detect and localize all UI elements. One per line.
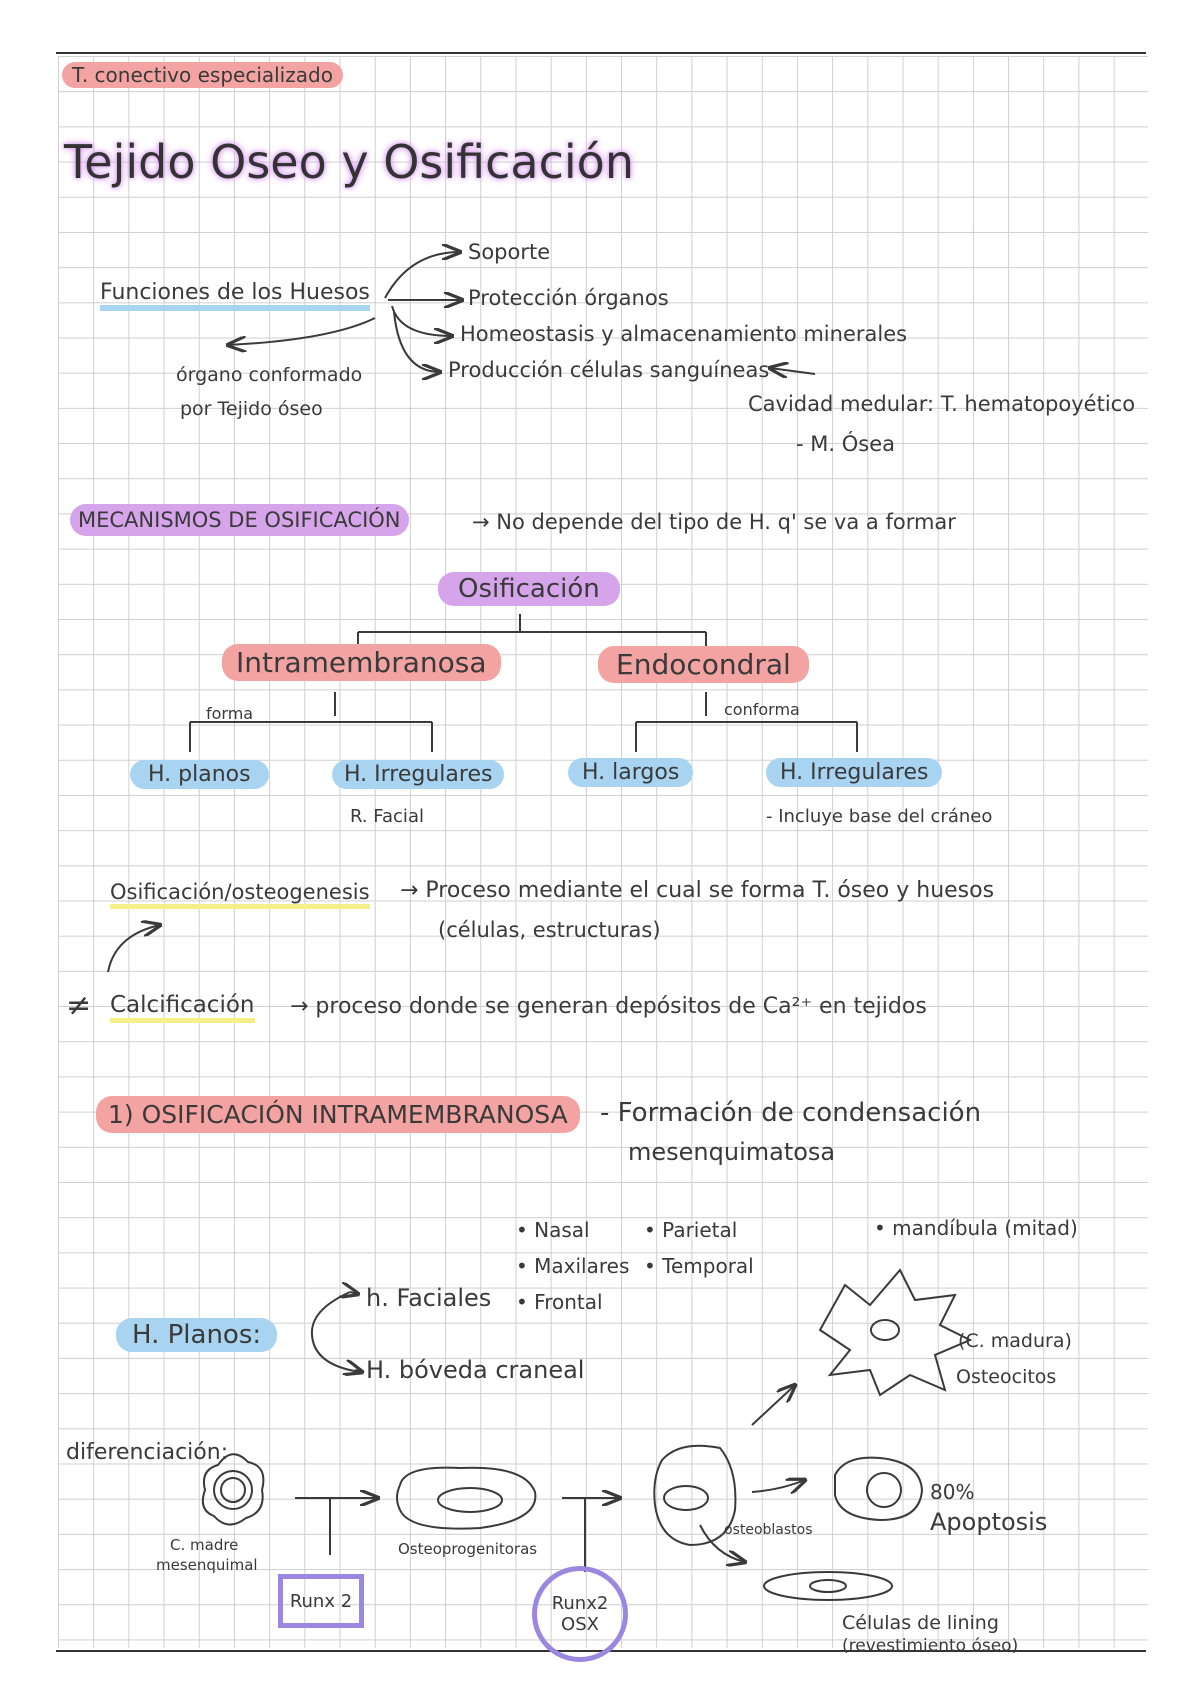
c-madre-label-2: mesenquimal bbox=[156, 1556, 258, 1574]
osteoblastos-label: osteoblastos bbox=[724, 1522, 813, 1538]
medula-osea: - M. Ósea bbox=[796, 432, 895, 456]
mesenquimatosa-text: mesenquimatosa bbox=[628, 1138, 836, 1166]
not-equal-sign: ≠ bbox=[66, 988, 92, 1023]
runx2-osx-circle bbox=[532, 1566, 628, 1662]
section-heading-intramembranosa: 1) OSIFICACIÓN INTRAMEMBRANOSA bbox=[96, 1096, 580, 1133]
h-planos-node: H. planos bbox=[130, 760, 269, 789]
bone-mandibula: • mandíbula (mitad) bbox=[874, 1216, 1078, 1240]
bone-maxilares: • Maxilares bbox=[516, 1254, 630, 1278]
osificacion-root: Osificación bbox=[438, 572, 620, 606]
osificacion-def-text: → Proceso mediante el cual se forma T. óseo y huesos bbox=[400, 878, 995, 903]
c-madre-label: C. madre bbox=[170, 1536, 239, 1554]
funcion-item-1: Soporte bbox=[468, 240, 551, 264]
condensacion-text: - Formación de condensación bbox=[600, 1098, 982, 1128]
osificacion-def-text-2: (células, estructuras) bbox=[438, 918, 661, 942]
endocondral-node: Endocondral bbox=[598, 646, 809, 683]
top-rule bbox=[56, 52, 1146, 54]
bone-temporal: • Temporal bbox=[644, 1254, 754, 1278]
bone-parietal: • Parietal bbox=[644, 1218, 738, 1242]
organo-note-2: por Tejido óseo bbox=[180, 398, 323, 420]
lining-label: Células de lining bbox=[842, 1612, 999, 1634]
h-boveda-label: H. bóveda craneal bbox=[366, 1356, 585, 1384]
mecanismos-note: → No depende del tipo de H. q' se va a formar bbox=[472, 510, 956, 534]
topic-tag: T. conectivo especializado bbox=[62, 62, 343, 88]
osificacion-def-label: Osificación/osteogenesis bbox=[110, 880, 370, 909]
h-irregulares-node-2: H. Irregulares bbox=[766, 758, 942, 787]
osteoprogenitoras-label: Osteoprogenitoras bbox=[398, 1540, 538, 1558]
osteocitos-label: Osteocitos bbox=[956, 1366, 1057, 1388]
apoptosis-label: Apoptosis bbox=[930, 1508, 1048, 1536]
diferenciacion-label: diferenciación: bbox=[66, 1440, 229, 1465]
funcion-item-4: Producción células sanguíneas bbox=[448, 358, 770, 382]
funciones-label: Funciones de los Huesos bbox=[100, 280, 370, 311]
runx2-text: Runx 2 bbox=[289, 1590, 353, 1612]
cavidad-medular: Cavidad medular: T. hematopoyético bbox=[748, 392, 1136, 416]
forma-label: forma bbox=[206, 704, 254, 723]
funcion-item-2: Protección órganos bbox=[468, 286, 669, 310]
calcificacion-label: Calcificación bbox=[110, 992, 255, 1023]
h-planos-label: H. Planos: bbox=[116, 1318, 277, 1352]
r-facial-note: R. Facial bbox=[350, 806, 424, 827]
calcificacion-text: → proceso donde se generan depósitos de Ca²⁺ en tejidos bbox=[290, 994, 927, 1019]
page-title: Tejido Oseo y Osificación bbox=[64, 135, 634, 189]
apoptosis-percent: 80% bbox=[930, 1480, 975, 1504]
intramembranosa-node: Intramembranosa bbox=[222, 644, 501, 681]
bone-nasal: • Nasal bbox=[516, 1218, 590, 1242]
h-largos-node: H. largos bbox=[568, 758, 693, 787]
h-faciales-label: h. Faciales bbox=[366, 1284, 492, 1312]
conforma-label: conforma bbox=[724, 700, 800, 719]
h-irregulares-node-1: H. Irregulares bbox=[332, 760, 504, 789]
craneo-note: - Incluye base del cráneo bbox=[766, 806, 993, 827]
lining-note: (revestimiento óseo) bbox=[842, 1636, 1019, 1656]
funcion-item-3: Homeostasis y almacenamiento minerales bbox=[460, 322, 908, 346]
osteocitos-madura-label: (C. madura) bbox=[958, 1330, 1072, 1352]
mecanismos-label: MECANISMOS DE OSIFICACIÓN bbox=[70, 504, 409, 536]
runx2-osx-text-1: Runx2 bbox=[551, 1593, 609, 1614]
runx2-box bbox=[278, 1574, 364, 1628]
bone-frontal: • Frontal bbox=[516, 1290, 603, 1314]
runx2-osx-text-2: OSX bbox=[561, 1614, 599, 1635]
organo-note-1: órgano conformado bbox=[176, 364, 363, 386]
